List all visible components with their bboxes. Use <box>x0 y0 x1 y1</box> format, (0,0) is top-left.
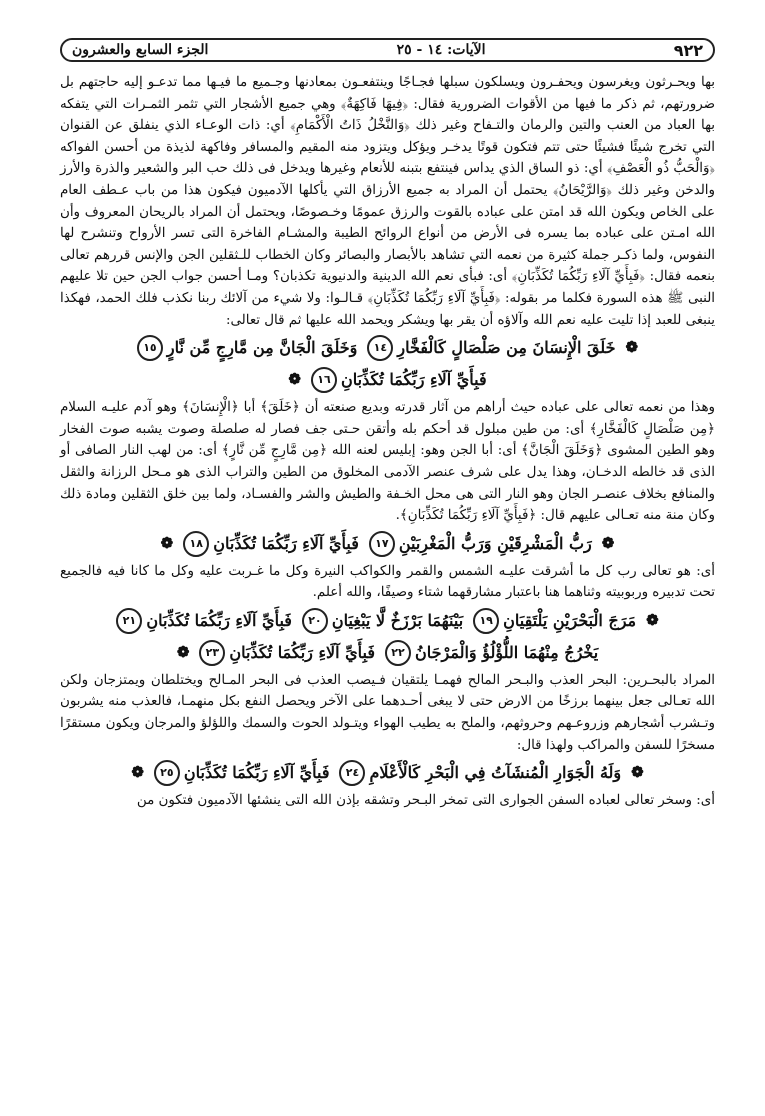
ayah-number: ١٦ <box>311 367 337 393</box>
ayah-number: ٢٤ <box>339 760 365 786</box>
ayah <box>154 760 330 786</box>
paragraph-3: أى: هو تعالى رب كل ما أشرقت عليـه الشمس والقمر والكواكب النيرة وكل ما غـربت عليه وكل ما كانا فيه فالجميع تحت تدبيره وربوبيته وثناهما هنا باعتبار مشارقهما شتاء وصيفًا، والله أعلم. <box>60 563 715 601</box>
ayah <box>183 531 359 557</box>
ayah-number: ١٥ <box>137 335 163 361</box>
ayah-text: فَبِأَيِّ آلَاءِ رَبِّكُمَا تُكَذِّبَانِ <box>183 763 330 783</box>
ayah-number: ١٤ <box>367 335 393 361</box>
ayah-number: ١٨ <box>183 531 209 557</box>
ornament-right: ❁ <box>646 611 659 630</box>
ayah-text: فَبِأَيِّ آلَاءِ رَبِّكُمَا تُكَذِّبَانِ <box>213 533 359 553</box>
ayah-text: فَبِأَيِّ آلَاءِ رَبِّكُمَا تُكَذِّبَانِ <box>146 611 292 631</box>
ayah-number: ١٩ <box>473 608 499 634</box>
ayah <box>311 367 487 393</box>
ayah-number: ١٧ <box>369 531 395 557</box>
ayah-text: خَلَقَ الْإِنسَانَ مِن صَلْصَالٍ كَالْفَخَّارِ <box>397 338 616 358</box>
ayah <box>116 608 292 634</box>
ayah <box>339 760 621 786</box>
ayah-text: وَخَلَقَ الْجَانَّ مِن مَّارِجٍ مِّن نَّارٍ <box>166 338 358 358</box>
ayah <box>199 640 375 666</box>
paragraph-1: بها ويحـرثون ويغرسون ويحفـرون ويسلكون سبلها فجـاجًا وينتفعـون بمعادنها وجـميع ما فيـها مما تدعـو إليه حاجتهم بل ضرورتهم، ثم ذكر ما فيها من الأقوات الضرورية فقال: ﴿فِيهَا فَاكِهَةٌ﴾ وهي جميع الأشجار التي تثمر الثمـرات التي يتفكه بها العباد من العنب والتين والرمان والتـفاح وغير ذلك ﴿وَالنَّخْلُ ذَاتُ الْأَكْمَامِ﴾ أي: ذات الوعـاء الذي ينفلق عن القنوان التي تخرج شيئًا فشيئًا حتى تتم فتكون قوتًا يدخـر ويؤكل ويتزود منه المقيم والمسافر وفاكهة لذيذة من أحسن الفواكه ﴿وَالْحَبُّ ذُو الْعَصْفِ﴾ أي: ذو الساق الذي يداس فينتفع بتبنه للأنعام وغيرها ويدخل فى ذلك حب البر والشعير والذرة والأرز والدخن وغير ذلك ﴿وَالرَّيْحَانُ﴾ يحتمل أن المراد به جميع الأرزاق التي يأكلها الآدميون فيكون هذا من باب عـطف العام على الخاص ويكون الله قد امتن على عباده بالقوت والرزق عمومًا وخـصوصًا، ويحتمل أن المراد بالريحان المعروف وأن الله امـتن على عباده بما يسره فى الأرض من أنواع الروائح الطيبة والمشـام الفاخرة التى تسر الأرواح وتنشرح لها النفوس، ولما ذكـر جملة كثيرة من نعمه التي تشاهد بالأبصار والبصائر وكان الخطاب للـثقلين الجن والإنس قررهم تعالى بنعمه فقال: ﴿فَبِأَيِّ آلَاءِ رَبِّكُمَا تُكَذِّبَانِ﴾ أى: فبأى نعم الله الدينية والدنيوية تكذبان؟ ومـا أحسن جواب الجن حين تلا عليهم النبى ﷺ هذه السورة فكلما مر بقوله: ﴿فَبِأَيِّ آلَاءِ رَبِّكُمَا تُكَذِّبَانِ﴾ قـالـوا: ولا شيء من آلائك ربنا نكذب فلك الحمد، فهكذا ينبغى للعبد إذا تليت عليه نعم الله وآلاؤه أن يقر بها ويشكر ويحمد الله عليها ثم قال تعالى: <box>60 75 715 328</box>
ayah-number: ٢١ <box>116 608 142 634</box>
ayah-text: رَبُّ الْمَشْرِقَيْنِ وَرَبُّ الْمَغْرِبَيْنِ <box>398 533 592 553</box>
ornament-right: ❁ <box>625 338 639 357</box>
page-body <box>60 72 715 812</box>
ayah-text: فَبِأَيِّ آلَاءِ رَبِّكُمَا تُكَذِّبَانِ <box>341 370 487 390</box>
juz-title: الجزء السابع والعشرون <box>72 42 209 58</box>
ayah-number: ٢٣ <box>199 640 225 666</box>
ayah-number: ٢٠ <box>302 608 328 634</box>
ornament-left: ❁ <box>176 643 190 662</box>
page-number: ٩٢٢ <box>673 40 703 60</box>
ayah <box>137 335 357 361</box>
ayah-text: وَلَهُ الْجَوَارِ الْمُنشَآتُ فِي الْبَحْرِ كَالْأَعْلَامِ <box>369 763 622 783</box>
page <box>60 38 715 1108</box>
ayah <box>302 608 463 634</box>
paragraph-4: المراد بالبحـرين: البحر العذب والبـحر المالح فهمـا يلتقيان فـيصب العذب فى البحر المـالح ويختلطان ويمتزجان ولكن الله تعـالى جعل بينهما برزخًا من الارض حتى لا يبغى أحـدهما على الآخر ويحصل النفع بكل منهمـا، فالعذب منه يشربون وتـشرب أشجارهم وزروعـهم وحروثهم، والملح به يطيب الهواء ويتـولد الحوت والسمك واللؤلؤ والمرجان ويكون مستقرًا مسخرًا للسفن والمراكب ولهذا قال: <box>60 672 715 753</box>
verse-block-3 <box>60 604 715 670</box>
ornament-right: ❁ <box>601 533 615 552</box>
paragraph-5: أى: وسخر تعالى لعباده السفن الجوارى التى تمخر البـحر وتشقه بإذن الله التى ينشئها الآدميون فتكون من <box>136 793 715 809</box>
ayat-range: الآيات: ١٤ - ٢٥ <box>396 42 486 58</box>
ornament-right: ❁ <box>631 763 644 782</box>
ayah-text: بَيْنَهُمَا بَرْزَخٌ لَّا يَبْغِيَانِ <box>331 611 464 631</box>
ayah <box>385 640 598 666</box>
ayah <box>367 335 615 361</box>
ornament-left: ❁ <box>160 533 174 552</box>
ornament-left: ❁ <box>131 763 144 782</box>
ayah <box>369 531 592 557</box>
verse-block-1 <box>60 331 715 397</box>
ayah-text: يَخْرُجُ مِنْهُمَا اللُّؤْلُؤُ وَالْمَرْجَانُ <box>414 643 599 663</box>
ayah-text: مَرَجَ الْبَحْرَيْنِ يَلْتَقِيَانِ <box>503 611 637 631</box>
ornament-left: ❁ <box>288 370 301 389</box>
ayah-number: ٢٥ <box>154 760 180 786</box>
ayah-text: فَبِأَيِّ آلَاءِ رَبِّكُمَا تُكَذِّبَانِ <box>229 643 375 663</box>
verse-block-2 <box>60 527 715 561</box>
ayah-number: ٢٢ <box>385 640 411 666</box>
verse-block-4 <box>60 756 715 790</box>
ayah <box>473 608 636 634</box>
paragraph-2: وهذا من نعمه تعالى على عباده حيث أراهم من آثار قدرته وبديع صنعته أن ﴿خَلَقَ﴾ أبا ﴿الْإِنسَانَ﴾ وهو آدم عليـه السلام ﴿مِن صَلْصَالٍ كَالْفَخَّارِ﴾ أى: من طين مبلول قد أحكم بله وأتقن حـتى جف فصار له صلصلة وصوت يشبه صوت الفخار وهو الطين المشوى ﴿وَخَلَقَ الْجَانَّ﴾ أى: أبا الجن وهو: إبليس لعنه الله ﴿مِن مَّارِجٍ مِّن نَّارٍ﴾ أى: من لهب النار الصافى أو الذى قد خالطه الدخـان، وهذا يدل على شرف عنصر الآدمى المخلوق من الطين والتراب الذى هو مـحل الرزانة والثقل والمنافع بخلاف عنصـر الجان وهو النار التى هى محل الخـفة والطيش والشر والفسـاد، ولما بين خلق الثقلين ومادة ذلك وكان منة منه تعـالى عليهم قال: ﴿فَبِأَيِّ آلَاءِ رَبِّكُمَا تُكَذِّبَانِ﴾. <box>60 400 715 524</box>
page-header <box>60 38 715 62</box>
